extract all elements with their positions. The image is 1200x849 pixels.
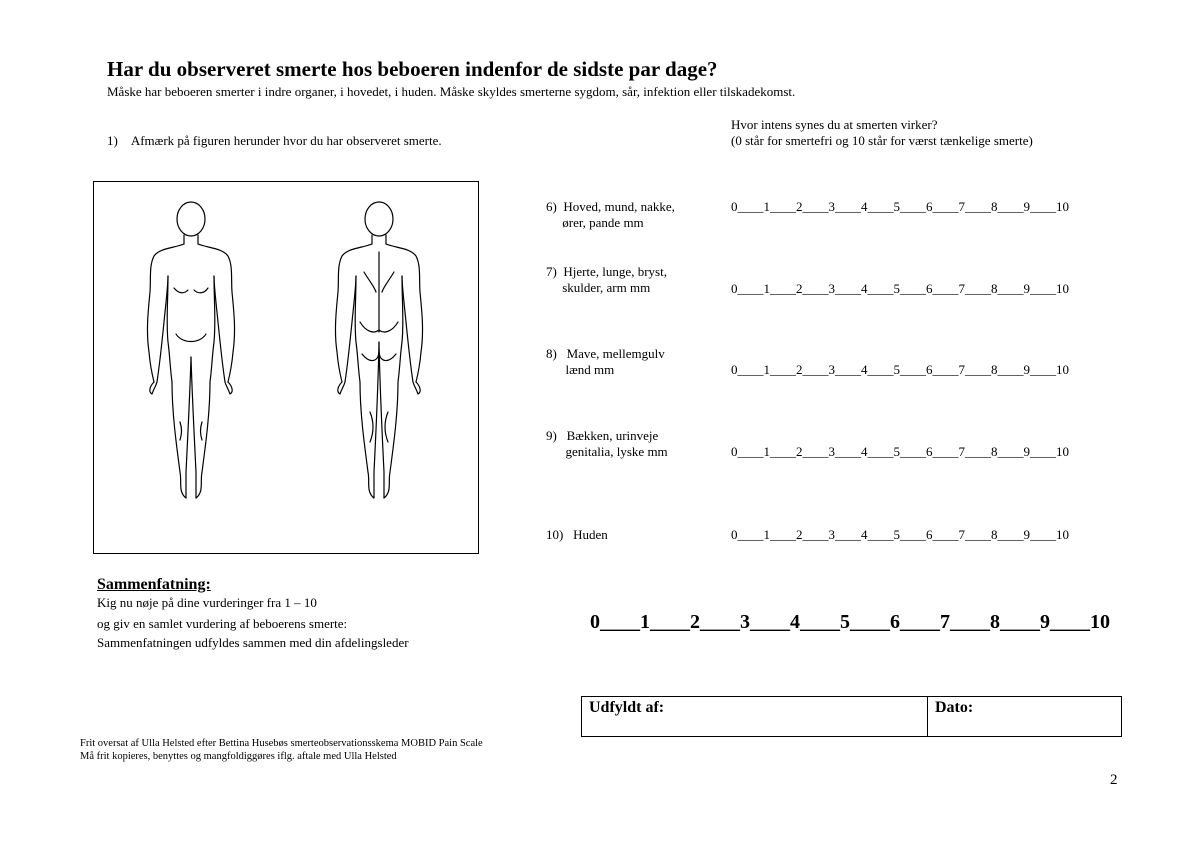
- region-label-line: genitalia, lyske mm: [546, 444, 668, 459]
- pain-scale-stomach[interactable]: 0____1____2____3____4____5____6____7____8____9____10: [731, 362, 1069, 377]
- region-label-line: 6) Hoved, mund, nakke,: [546, 199, 675, 214]
- summary-instruction-3: Sammenfatningen udfyldes sammen med din afdelingsleder: [97, 635, 409, 650]
- region-stomach: [546, 346, 665, 378]
- summary-instruction-2: og giv en samlet vurdering af beboerens smerte:: [97, 616, 348, 631]
- page-number: 2: [1110, 772, 1118, 788]
- intensity-question-line1: Hvor intens synes du at smerten virker?: [731, 117, 938, 132]
- region-label-line: lænd mm: [546, 362, 615, 377]
- region-label-line: ører, pande mm: [546, 215, 644, 230]
- signature-table: [581, 696, 1122, 737]
- filled-by-field[interactable]: Udfyldt af:: [582, 697, 928, 736]
- intensity-question-line2: (0 står for smertefri og 10 står for værst tænkelige smerte): [731, 133, 1033, 148]
- summary-instruction-1: Kig nu nøje på dine vurderinger fra 1 – 10: [97, 595, 317, 610]
- instruction-mark-figure: 1) Afmærk på figuren herunder hvor du har observeret smerte.: [107, 133, 442, 148]
- body-outline-figure[interactable]: [94, 182, 478, 553]
- region-label-line: 7) Hjerte, lunge, bryst,: [546, 264, 667, 279]
- region-head-neck: [546, 199, 675, 231]
- date-field[interactable]: Dato:: [935, 699, 974, 716]
- pain-scale-pelvis[interactable]: 0____1____2____3____4____5____6____7____8____9____10: [731, 444, 1069, 459]
- footer-copy-note: Må frit kopieres, benyttes og mangfoldiggøres iflg. aftale med Ulla Helsted: [80, 751, 397, 762]
- page-title: Har du observeret smerte hos beboeren indenfor de sidste par dage?: [107, 57, 718, 81]
- pain-scale-head-neck[interactable]: 0____1____2____3____4____5____6____7____8____9____10: [731, 199, 1069, 214]
- summary-pain-scale[interactable]: 0____1____2____3____4____5____6____7____8____9____10: [590, 611, 1110, 633]
- pain-scale-skin[interactable]: 0____1____2____3____4____5____6____7____8____9____10: [731, 527, 1069, 542]
- summary-heading: Sammenfatning:: [97, 576, 211, 593]
- region-skin: [546, 527, 608, 543]
- region-pelvis: [546, 428, 668, 460]
- region-label-line: skulder, arm mm: [546, 280, 651, 295]
- region-label-line: 8) Mave, mellemgulv: [546, 346, 665, 361]
- region-heart-lungs: [546, 264, 667, 296]
- front-body-figure: [147, 202, 234, 498]
- footer-credit: Frit oversat af Ulla Helsted efter Bettina Husebøs smerteobservationsskema MOBID Pain Scale: [80, 738, 483, 749]
- region-label-line: 9) Bækken, urinveje: [546, 428, 659, 443]
- page-subtitle: Måske har beboeren smerter i indre organer, i hovedet, i huden. Måske skyldes smerterne sygdom, sår, infektion eller tilskadekomst.: [107, 84, 796, 99]
- back-body-figure: [335, 202, 422, 498]
- pain-scale-heart-lungs[interactable]: 0____1____2____3____4____5____6____7____8____9____10: [731, 281, 1069, 296]
- intensity-question: [731, 117, 1033, 149]
- region-label-line: 10) Huden: [546, 527, 608, 542]
- body-figure-box[interactable]: [93, 181, 479, 554]
